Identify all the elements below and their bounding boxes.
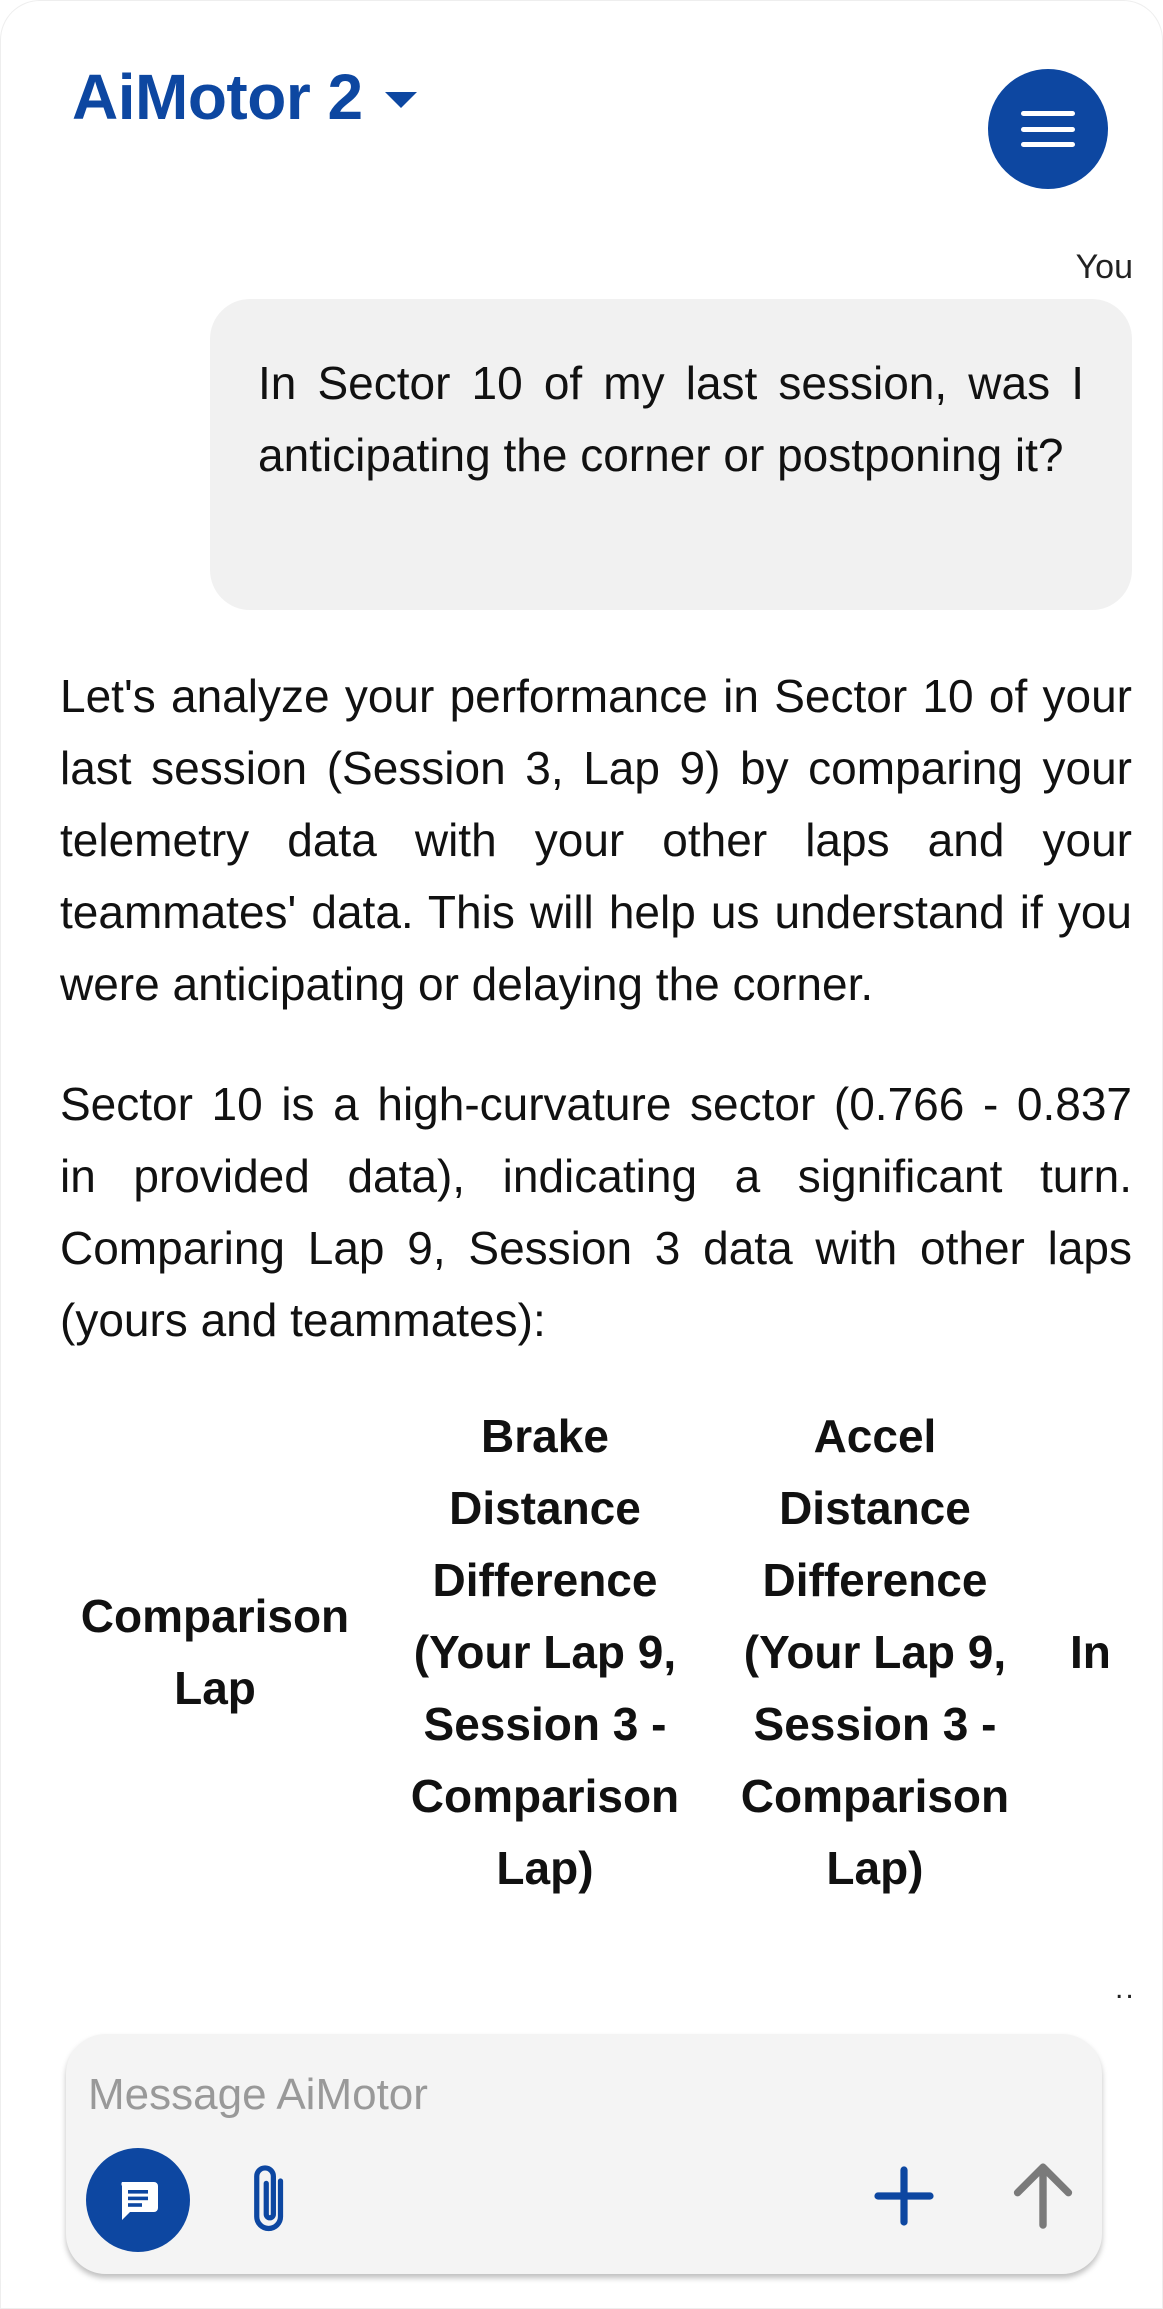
more-indicator: .. xyxy=(1115,1972,1136,2005)
comparison-table xyxy=(60,1400,1163,1904)
user-label: You xyxy=(1075,248,1133,286)
message-input[interactable]: Message AiMotor xyxy=(88,2070,428,2119)
app-switcher[interactable] xyxy=(72,60,417,134)
table-header-truncated: In xyxy=(1069,1626,1111,1678)
assistant-paragraph: Sector 10 is a high-curvature sector (0.766 - 0.837 in provided data), indicating a significant turn. Comparing Lap 9, Session 3 data with other laps (yours and teammates): xyxy=(60,1078,1132,1346)
message-composer xyxy=(66,2034,1102,2274)
chat-icon xyxy=(114,2176,162,2224)
user-message: In Sector 10 of my last session, was I anticipating the corner or postponing it? xyxy=(210,299,1132,610)
chevron-down-icon xyxy=(385,92,417,108)
table-header-row xyxy=(60,1400,1163,1904)
chat-mode-button[interactable] xyxy=(86,2148,190,2252)
paperclip-icon[interactable] xyxy=(246,2162,296,2238)
table-header-comparison-lap: Comparison Lap xyxy=(80,1590,350,1714)
table-header-accel-distance: Accel Distance Difference (Your Lap 9, Session 3 - Comparison Lap) xyxy=(740,1410,1010,1894)
app-title: AiMotor 2 xyxy=(72,61,363,133)
table-header-brake-distance: Brake Distance Difference (Your Lap 9, Session 3 - Comparison Lap) xyxy=(410,1410,680,1894)
assistant-paragraph: Let's analyze your performance in Sector 10 of your last session (Session 3, Lap 9) by comparing your telemetry data with your other laps and your teammates' data. This will help us understand if you were anticipating or delaying the corner. xyxy=(60,670,1132,1010)
arrow-up-icon[interactable] xyxy=(1006,2158,1080,2232)
comparison-table-scroll[interactable] xyxy=(60,1400,1163,1930)
hamburger-menu-icon xyxy=(1021,111,1075,147)
plus-icon[interactable] xyxy=(872,2164,936,2228)
menu-button[interactable] xyxy=(988,69,1108,189)
